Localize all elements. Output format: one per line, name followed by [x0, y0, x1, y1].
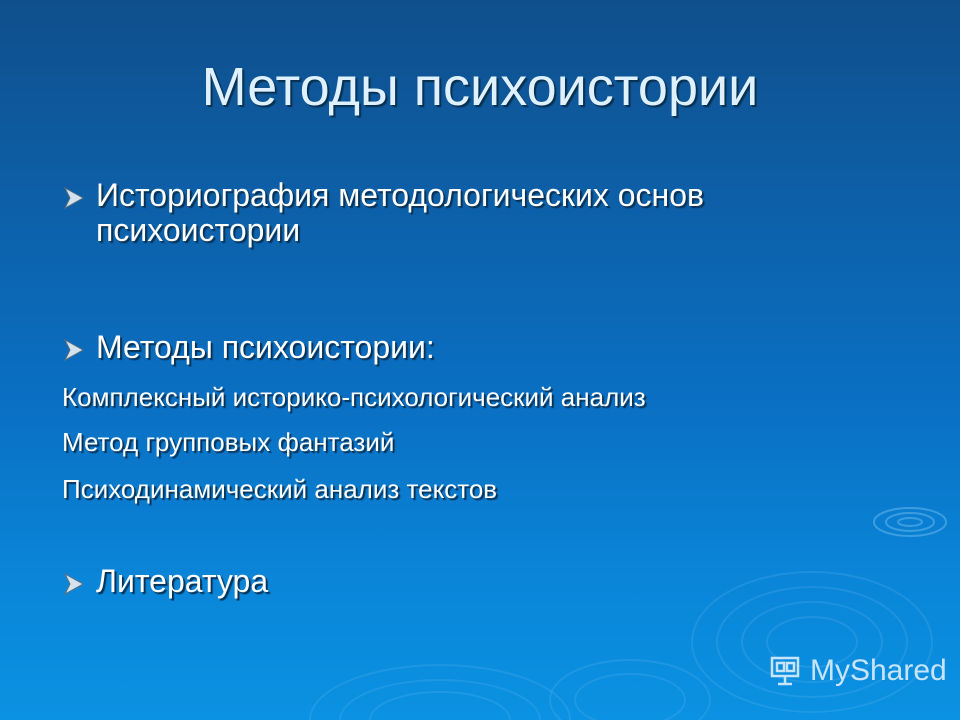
method-item: Комплексный историко-психологический анализ [62, 382, 646, 412]
arrow-bullet-icon [62, 186, 86, 210]
bullet-historiography [62, 178, 856, 248]
arrow-bullet-icon [62, 338, 86, 362]
watermark-text: MyShared [810, 654, 947, 687]
bullet-text: Методы психоистории: [96, 329, 435, 365]
bullet-text: Историография методологических основ психоистории [96, 177, 705, 249]
presentation-board-icon [768, 654, 802, 688]
bullet-methods [62, 330, 856, 365]
bullet-literature [62, 564, 856, 599]
arrow-bullet-icon [62, 572, 86, 596]
watermark-logo [768, 654, 947, 688]
method-item: Метод групповых фантазий [62, 427, 395, 457]
slide-title: Методы психоистории [201, 57, 759, 117]
bullet-text: Литература [96, 563, 269, 599]
method-item: Психодинамический анализ текстов [62, 474, 498, 504]
